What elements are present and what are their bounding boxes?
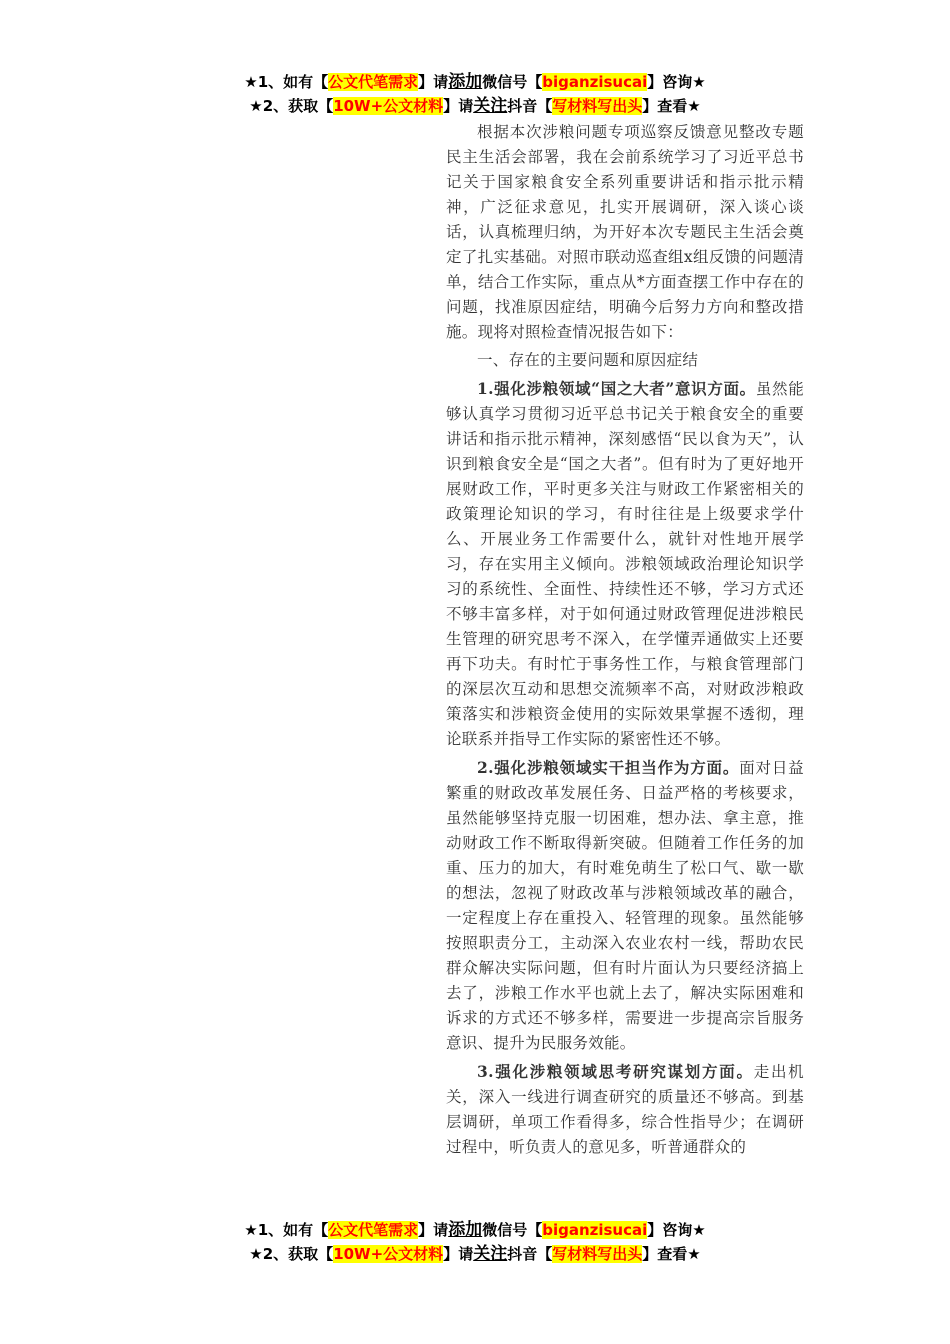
promo-line-2: ★2、获取【10W+公文材料】请关注抖音【写材料写出头】查看★ (249, 1244, 701, 1264)
promo-highlight: 公文代笔需求 (328, 73, 419, 91)
item-title: 1.强化涉粮领域“国之大者”意识方面。 (477, 379, 756, 398)
wechat-id: biganzisucai (542, 73, 648, 91)
item-body: 面对日益繁重的财政改革发展任务、日益严格的考核要求，虽然能够坚持克服一切困难，想办法、拿主意，推动财政工作不断取得新突破。但随着工作任务的加重、压力的加大，有时难免萌生了松口气、歇一歇的想法，忽视了财政改革与涉粮领域改革的融合，一定程度上存在重投入、轻管理的现象。虽然能够按照职责分工，主动深入农业农村一线，帮助农民群众解决实际问题，但有时片面认为只要经济搞上去了，涉粮工作水平也就上去了，解决实际困难和诉求的方式还不够多样，需要进一步提高宗旨服务意识、提升为民服务效能。 (446, 759, 804, 1052)
item-paragraph-1 (446, 376, 804, 752)
section-heading: 一、存在的主要问题和原因症结 (477, 351, 699, 369)
item-title: 2.强化涉粮领域实干担当作为方面。 (477, 758, 740, 777)
promo-line-1: ★1、如有【公文代笔需求】请添加微信号【biganzisucai】咨询★ (244, 1220, 706, 1240)
promo-line-2: ★2、获取【10W+公文材料】请关注抖音【写材料写出头】查看★ (249, 96, 701, 116)
item-title: 3.强化涉粮领域思考研究谋划方面。 (477, 1062, 754, 1081)
promo-highlight: 10W+公文材料 (333, 97, 444, 115)
footer-promo-banner (0, 1218, 950, 1266)
douyin-account: 写材料写出头 (552, 1245, 643, 1263)
document-body (446, 120, 804, 1163)
header-promo-banner (0, 70, 950, 118)
item-body: 虽然能够认真学习贯彻习近平总书记关于粮食安全的重要讲话和指示批示精神，深刻感悟“民以食为天”，认识到粮食安全是“国之大者”。但有时为了更好地开展财政工作，平时更多关注与财政工作紧密相关的政策理论知识的学习，有时往往是上级要求学什么、开展业务工作需要什么，就针对性地开展学习，存在实用主义倾向。涉粮领域政治理论知识学习的系统性、全面性、持续性还不够，学习方式还不够丰富多样，对于如何通过财政管理促进涉粮民生管理的研究思考不深入，在学懂弄通做实上还要再下功夫。有时忙于事务性工作，与粮食管理部门的深层次互动和思想交流频率不高，对财政涉粮政策落实和涉粮资金使用的实际效果掌握不透彻，理论联系并指导工作实际的紧密性还不够。 (446, 380, 804, 748)
item-paragraph-3 (446, 1059, 804, 1160)
promo-line-1: ★1、如有【公文代笔需求】请添加微信号【biganzisucai】咨询★ (244, 72, 706, 92)
douyin-account: 写材料写出头 (552, 97, 643, 115)
item-body: 走出机关，深入一线进行调查研究的质量还不够高。到基层调研，单项工作看得多，综合性指导少；在调研过程中，听负责人的意见多，听普通群众的 (446, 1063, 804, 1156)
promo-highlight: 10W+公文材料 (333, 1245, 444, 1263)
wechat-id: biganzisucai (542, 1221, 648, 1239)
item-paragraph-2 (446, 755, 804, 1056)
promo-highlight: 公文代笔需求 (328, 1221, 419, 1239)
intro-paragraph: 根据本次涉粮问题专项巡察反馈意见整改专题民主生活会部署，我在会前系统学习了习近平总书记关于国家粮食安全系列重要讲话和指示批示精神，广泛征求意见，扎实开展调研，深入谈心谈话，认真梳理归纳，为开好本次专题民主生活会奠定了扎实基础。对照市联动巡查组x组反馈的问题清单，结合工作实际，重点从*方面查摆工作中存在的问题，找准原因症结，明确今后努力方向和整改措施。现将对照检查情况报告如下： (446, 123, 804, 341)
